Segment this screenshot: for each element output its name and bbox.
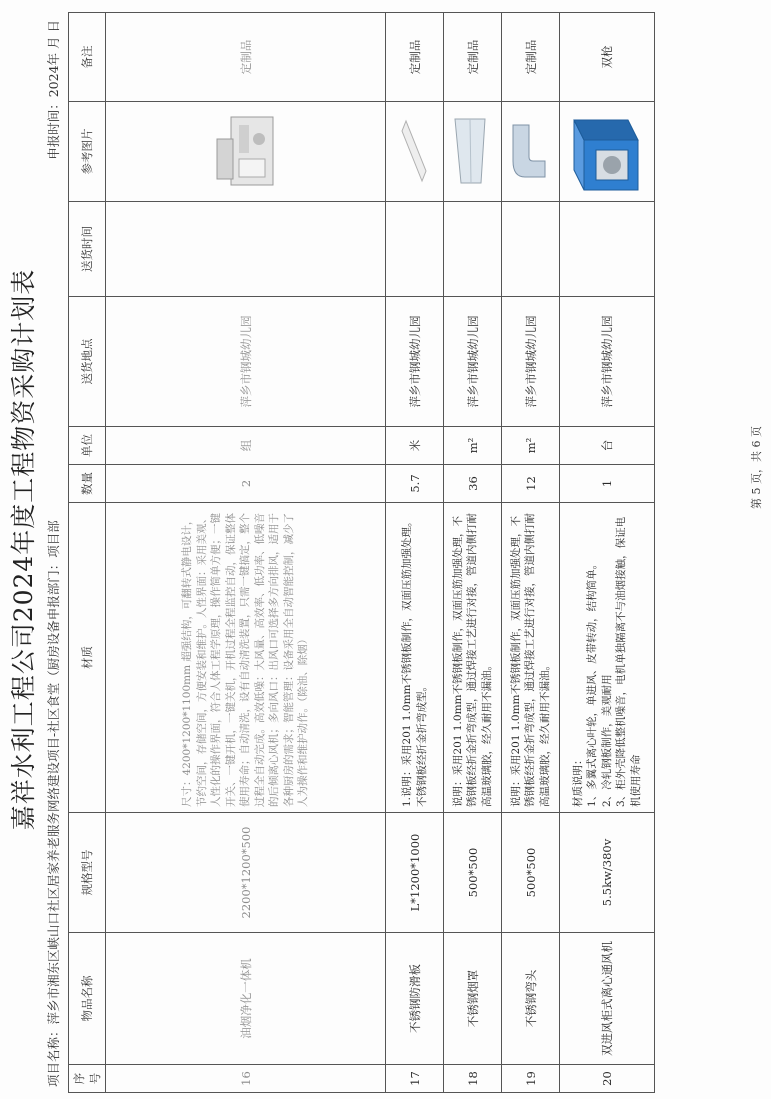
row-unit: 台 bbox=[560, 427, 655, 465]
row-picture bbox=[106, 102, 386, 202]
row-no: 19 bbox=[502, 1065, 560, 1093]
meta-bar bbox=[40, 20, 64, 1087]
row-unit: m² bbox=[502, 427, 560, 465]
row-remark: 定制品 bbox=[386, 13, 444, 102]
table-row bbox=[502, 13, 560, 1093]
row-spec: 2200*1200*500 bbox=[106, 813, 386, 933]
row-place: 萍乡市钢城幼儿园 bbox=[386, 297, 444, 427]
col-place: 送货地点 bbox=[69, 297, 106, 427]
row-name: 不锈钢弯头 bbox=[502, 933, 560, 1065]
row-place: 萍乡市钢城幼儿园 bbox=[502, 297, 560, 427]
col-name: 物品名称 bbox=[69, 933, 106, 1065]
page-number: 第 5 页，共 6 页 bbox=[750, 426, 763, 509]
row-remark: 定制品 bbox=[502, 13, 560, 102]
row-place: 萍乡市钢城幼儿园 bbox=[560, 297, 655, 427]
row-qty: 36 bbox=[444, 465, 502, 503]
row-qty: 5.7 bbox=[386, 465, 444, 503]
table-row bbox=[106, 13, 386, 1093]
row-material: 说明：采用201 1.0mm不锈钢板制作，双面压筋加强处理，不锈钢板经折金折弯成型，通过焊接工艺进行对接，管道内侧打耐高温玻璃胶，经久耐用不漏油。 bbox=[444, 503, 502, 813]
row-picture bbox=[444, 102, 502, 202]
row-time bbox=[386, 202, 444, 297]
row-no: 16 bbox=[106, 1065, 386, 1093]
range-hood-image bbox=[209, 112, 279, 192]
steel-plate-image bbox=[398, 112, 428, 192]
row-place: 萍乡市钢城幼儿园 bbox=[444, 297, 502, 427]
row-no: 17 bbox=[386, 1065, 444, 1093]
col-unit: 单位 bbox=[69, 427, 106, 465]
row-picture bbox=[386, 102, 444, 202]
table-row bbox=[386, 13, 444, 1093]
row-name: 不锈钢烟罩 bbox=[444, 933, 502, 1065]
row-picture bbox=[560, 102, 655, 202]
row-spec: 5.5kw/380v bbox=[560, 813, 655, 933]
row-picture bbox=[502, 102, 560, 202]
purchase-table bbox=[68, 12, 655, 1093]
row-time bbox=[106, 202, 386, 297]
row-remark: 定制品 bbox=[444, 13, 502, 102]
row-place: 萍乡市钢城幼儿园 bbox=[106, 297, 386, 427]
table-row bbox=[444, 13, 502, 1093]
row-material: 尺寸：4200*1200*1100mm 超强结构，可翻转式静电设计，节约空间，存储空间，方便安装和维护。人性界面：采用美观、人性化的操作界面，符合人体工程学原理，操作简单方便；一键开关、一键开机，一键关机，开机过程全程监控自动，保证整体使用寿命；自动清洗，设有自动清洗装置，只需一键搞定，整个过程全自动完成。高效低噪：大风量、高效率、低功率、低噪音的后倾离心风机；多向风口：出风口可选择多方向排风，适用于各种厨房的需求；智能管理：设备采用全自动智能控制，减少了人为操作和维护动作。（除油、除烟） bbox=[106, 503, 386, 813]
document-title: 嘉祥水利工程公司2024年度工程物资采购计划表 bbox=[9, 268, 38, 831]
table-header-row bbox=[69, 13, 106, 1093]
project-name: 项目名称：萍乡市湘东区峡山口社区居家养老服务网络建设项目-社区食堂（厨房设备申报部门：项目部 bbox=[46, 520, 61, 1087]
row-name: 不锈钢防滑板 bbox=[386, 933, 444, 1065]
row-name: 双进风柜式离心通风机 bbox=[560, 933, 655, 1065]
row-spec: L*1200*1000 bbox=[386, 813, 444, 933]
row-unit: m² bbox=[444, 427, 502, 465]
col-remark: 备注 bbox=[69, 13, 106, 102]
row-unit: 米 bbox=[386, 427, 444, 465]
row-qty: 2 bbox=[106, 465, 386, 503]
cabinet-fan-image bbox=[570, 109, 642, 195]
steel-elbow-image bbox=[507, 112, 551, 192]
col-qty: 数量 bbox=[69, 465, 106, 503]
row-unit: 组 bbox=[106, 427, 386, 465]
row-remark: 定制品 bbox=[106, 13, 386, 102]
row-remark: 双枪 bbox=[560, 13, 655, 102]
col-material: 材质 bbox=[69, 503, 106, 813]
row-time bbox=[444, 202, 502, 297]
row-time bbox=[560, 202, 655, 297]
row-qty: 12 bbox=[502, 465, 560, 503]
row-no: 18 bbox=[444, 1065, 502, 1093]
steel-duct-image bbox=[451, 112, 491, 192]
row-material: 说明：采用201 1.0mm不锈钢板制作，双面压筋加强处理，不锈钢板经折金折弯成型，通过焊接工艺进行对接，管道内侧打耐高温玻璃胶，经久耐用不漏油。 bbox=[502, 503, 560, 813]
report-date: 申报时间：2024年 月 日 bbox=[46, 20, 61, 160]
row-time bbox=[502, 202, 560, 297]
table-row bbox=[560, 13, 655, 1093]
col-time: 送货时间 bbox=[69, 202, 106, 297]
col-picture: 参考图片 bbox=[69, 102, 106, 202]
col-spec: 规格型号 bbox=[69, 813, 106, 933]
row-spec: 500*500 bbox=[502, 813, 560, 933]
row-qty: 1 bbox=[560, 465, 655, 503]
row-no: 20 bbox=[560, 1065, 655, 1093]
row-name: 油烟净化一体机 bbox=[106, 933, 386, 1065]
row-material: 材质说明： 1、多翼式离心叶轮，单进风、皮带转动，结构简单。 2、冷轧钢板制作，美观耐用 3、柜外壳降低整机噪音，电机单独隔离不与油烟接触，保证电机使用寿命 bbox=[560, 503, 655, 813]
col-no: 序号 bbox=[69, 1065, 106, 1093]
row-material: 1.说明：采用201 1.0mm不锈钢板制作，双面压筋加强处理。不锈钢板经折金折弯成型。 bbox=[386, 503, 444, 813]
row-spec: 500*500 bbox=[444, 813, 502, 933]
